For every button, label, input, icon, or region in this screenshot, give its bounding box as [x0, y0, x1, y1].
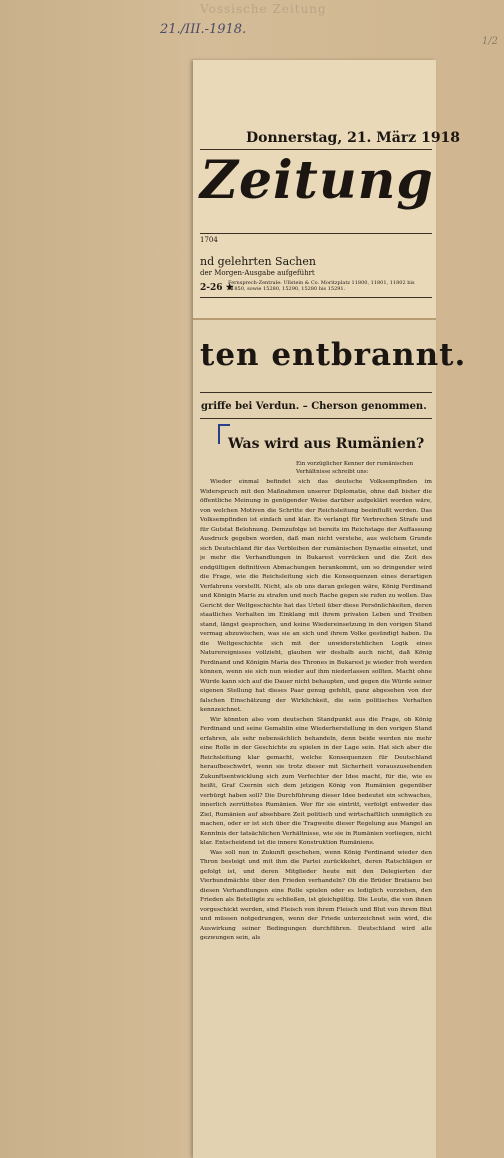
article-paragraph: Wieder einmal befindet sich das deutsche Volksempfinden im Widerspruch mit den Maßnahmen unserer Diplomatie, ohne daß bisher die öffentliche Meinung in genügender Weise darüber aufgeklärt worden wäre, von welchen Motiven die Schritte der Reichsleitung beeinflußt werden. Das Volksempfinden ist einfach und klar. Es verlangt für Verbrechen Strafe und für Gutstat Belohnung. Demzufolge ist bereits im Reichstage der Auffassung Ausdruck gegeben worden, daß man nicht verstehe, aus welchem Grunde sich Deutschland für das Verbleiben der rumänischen Dynastie einsetzt, und je mehr die Verhandlungen in Bukarest vorrücken und die Zeit des endgültigen definitiven Abmachungen herankommt, um so dringender wird die Frage, wie die Reichsleitung sich die Konsequenzen eines derartigen Verfahrens vorstellt. Nicht, als ob uns daran gelegen wäre, König Ferdinand und Königin Marie zu strafen und noch Rache gegen sie rufen zu wollen. Das Gericht der Weltgeschichte hat das Urteil über diese Persönlichkeiten, deren staatliches Verhalten im Einklang mit ihrem privaten Leben und Treiben stand, längst gesprochen, und keine Wiedereinsetzung in den vorigen Stand vermag abzuwischen, was sie an sich und ihrem Volke gesündigt haben. Da die Weltgeschichte sich mit der unwiderstehlichen Logik eines Naturereignisses vollzieht, glauben wir deshalb auch nicht, daß König Ferdinand und Königin Maria des Thrones in Bukarest je wieder froh werden können, wenn sie sich nun wieder auf ihm niederlassen sollten. Macht ohne Würde kann sich auf die Dauer nicht behaupten, und gegen die Würde seiner eigenen Stellung hat dieses Paar genug gefehlt, ganz abgesehen von der falschen Einschätzung der Wirklichkeit, die sein politisches Verhalten kennzeichnet.: [200, 479, 432, 713]
rule: [200, 392, 432, 393]
masthead: Zeitung: [200, 150, 434, 211]
subtitle-2: der Morgen-Ausgabe aufgeführt: [200, 269, 315, 277]
price: 2-26 ★: [200, 283, 234, 293]
rule: [200, 418, 432, 419]
rule: [200, 233, 432, 234]
article-intro: Ein vorzüglicher Kenner der rumänischen Verhältnisse schreibt uns:: [296, 461, 414, 475]
headline: ten entbrannt.: [200, 337, 467, 373]
dateline: Donnerstag, 21. März 1918: [246, 130, 461, 146]
article-paragraph: Wir könnten also vom deutschen Standpunkt aus die Frage, ob König Ferdinand und seine Gemahlin eine Wiederherstellung in den vorigen Stand erfahren, als sehr nebensächlich behandeln, denn beide werden nie mehr eine Rolle in der Geschichte zu spielen in der Lage sein. Hat sich aber die Reichsleitung klar gemacht, welche Konsequenzen für Deutschland heraufbeschwört, wenn sie trotz dieser mit Sicherheit vorauszusehenden Zukunftsentwicklung sich zum Verfechter der Idee macht, für die, wie es heißt, Graf Czernin sich dem jetzigen König von Rumänien gegenüber verbürgt haben soll? Die Durchführung dieser Idee bedeutet ein schwaches, innerlich zerrüttetes Rumänien. Wer für sie eintritt, verfolgt entweder das Ziel, Rumänien auf absehbare Zeit politisch und wirtschaftlich unmöglich zu machen, oder er ist sich über die Tragweite dieser Regelung aus Mangel an Kenntnis der tatsächlichen Verhältnisse, wie sie in Rumänien vorliegen, nicht klar. Entscheidend ist die innere Konstruktion Rumäniens.: [200, 716, 432, 846]
rule: [200, 297, 432, 298]
handwritten-date: 21./III.-1918.: [160, 22, 247, 37]
fold-line: [193, 318, 436, 320]
subheadline: griffe bei Verdun. – Cherson genommen.: [201, 401, 427, 412]
phone-line: Fernsprech-Zentrale: Ullstein & Co. Moritzplatz 11800, 11801, 11802 bis 11850, sowie 15280, 15290, 15280 bis 15291.: [228, 280, 415, 292]
article-paragraph: Was soll nun in Zukunft geschehen, wenn König Ferdinand wieder den Thron besteigt und mit ihm die Partei zurückkehrt, deren Ratschlägen er gefolgt ist, und deren Mitglieder heute mit den Delegierten der Vierbundmächte über den Frieden verhandeln? Ob die Brüder Bratianu bei diesen Verhandlungen eine Rolle spielen oder es lediglich vorziehen, den Frieden als Beteiligte zu schließen, ist gleichgültig. Die Leute, die von ihnen vorgeschickt werden, sind Fleisch von ihrem Fleisch und Blut von ihrem Blut und müssen notgedrungen, wenn der Friede unterzeichnet sein wird, die Auswirkung seiner Bedingungen durchführen. Deutschland wird alle gezwungen sein, als: [200, 849, 432, 941]
subtitle: nd gelehrten Sachen: [200, 255, 316, 268]
article-body: [200, 478, 432, 1152]
issue-number: 1704: [200, 236, 218, 244]
corner-mark: 1/2: [481, 36, 498, 47]
article-title: Was wird aus Rumänien?: [228, 436, 425, 452]
archive-stamp: Vossische Zeitung: [200, 2, 327, 16]
